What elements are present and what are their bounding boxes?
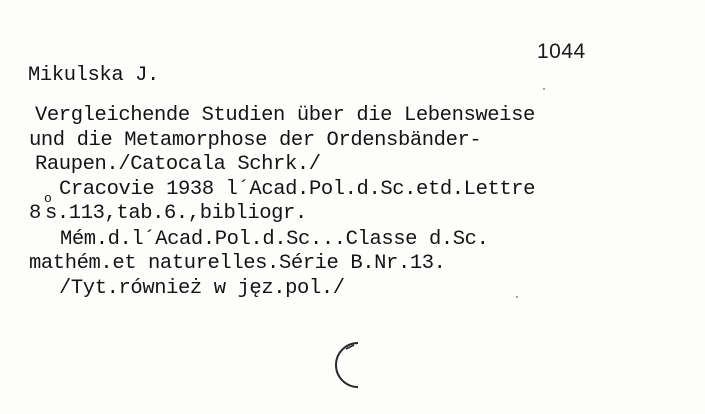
author-name: Mikulska J.	[28, 64, 159, 87]
speck	[516, 296, 518, 298]
format-prefix: 8	[29, 202, 42, 225]
format-superscript: o	[44, 191, 52, 206]
title-line-2: und die Metamorphose der Ordensbänder-	[29, 129, 482, 152]
series-line-2: mathém.et naturelles.Série B.Nr.13.	[29, 252, 446, 275]
title-line-3: Raupen./Catocala Schrk./	[35, 153, 321, 176]
collation-line: s.113,tab.6.,bibliogr.	[45, 202, 307, 225]
imprint-line: Cracovie 1938 l´Acad.Pol.d.Sc.etd.Lettre	[59, 178, 536, 201]
speck	[543, 88, 545, 90]
card-number: 1044	[537, 40, 586, 63]
title-line-1: Vergleichende Studien über die Lebensweise	[35, 104, 535, 127]
punch-hole-mark	[328, 335, 388, 395]
series-line-1: Mém.d.l´Acad.Pol.d.Sc...Classe d.Sc.	[60, 228, 489, 251]
note-line: /Tyt.również w jęz.pol./	[59, 277, 345, 300]
